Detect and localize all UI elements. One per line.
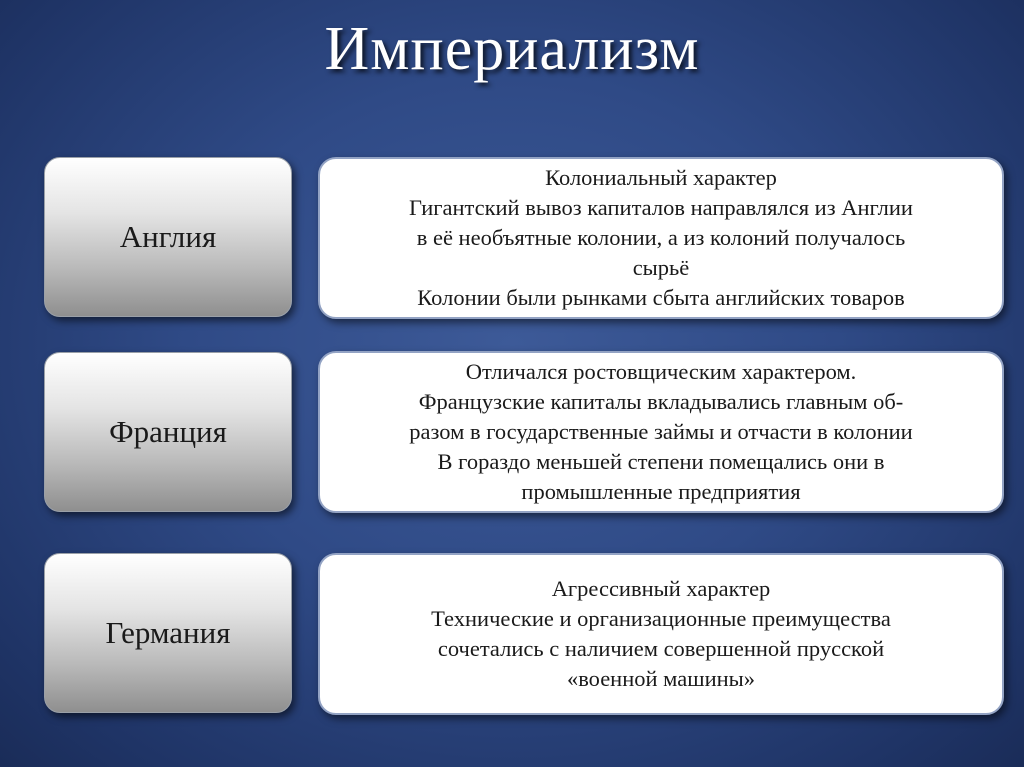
- description-line: Технические и организационные преимущества: [431, 606, 891, 631]
- country-label: Германия: [105, 615, 231, 650]
- description-line: В гораздо меньшей степени помещались они в: [437, 449, 885, 474]
- country-box-france: [44, 352, 292, 512]
- description-line: Гигантский вывоз капиталов направлялся из Англии: [409, 195, 913, 220]
- description-line: сочетались с наличием совершенной прусской: [437, 636, 885, 661]
- description-line: сырьё: [632, 255, 690, 280]
- description-line: в её необъятные колонии, а из колоний получалось: [416, 225, 906, 250]
- country-box-england: [44, 157, 292, 317]
- description-line: разом в государственные займы и отчасти в колонии: [409, 419, 913, 444]
- country-box-germany: [44, 553, 292, 713]
- country-label: Англия: [119, 219, 217, 254]
- description-box-england: [318, 157, 1004, 319]
- description-line: Колониальный характер: [545, 165, 777, 190]
- description-line: Колонии были рынками сбыта английских товаров: [417, 285, 905, 310]
- description-line: Отличался ростовщическим характером.: [465, 359, 857, 384]
- description-box-germany: [318, 553, 1004, 715]
- page-title: Империализм: [324, 15, 700, 83]
- description-line: Агрессивный характер: [551, 576, 771, 601]
- description-line: Французские капиталы вкладывались главным об-: [418, 389, 904, 414]
- description-line: промышленные предприятия: [521, 479, 801, 504]
- description-box-france: [318, 351, 1004, 513]
- country-label: Франция: [109, 414, 227, 449]
- description-line: «военной машины»: [566, 666, 756, 691]
